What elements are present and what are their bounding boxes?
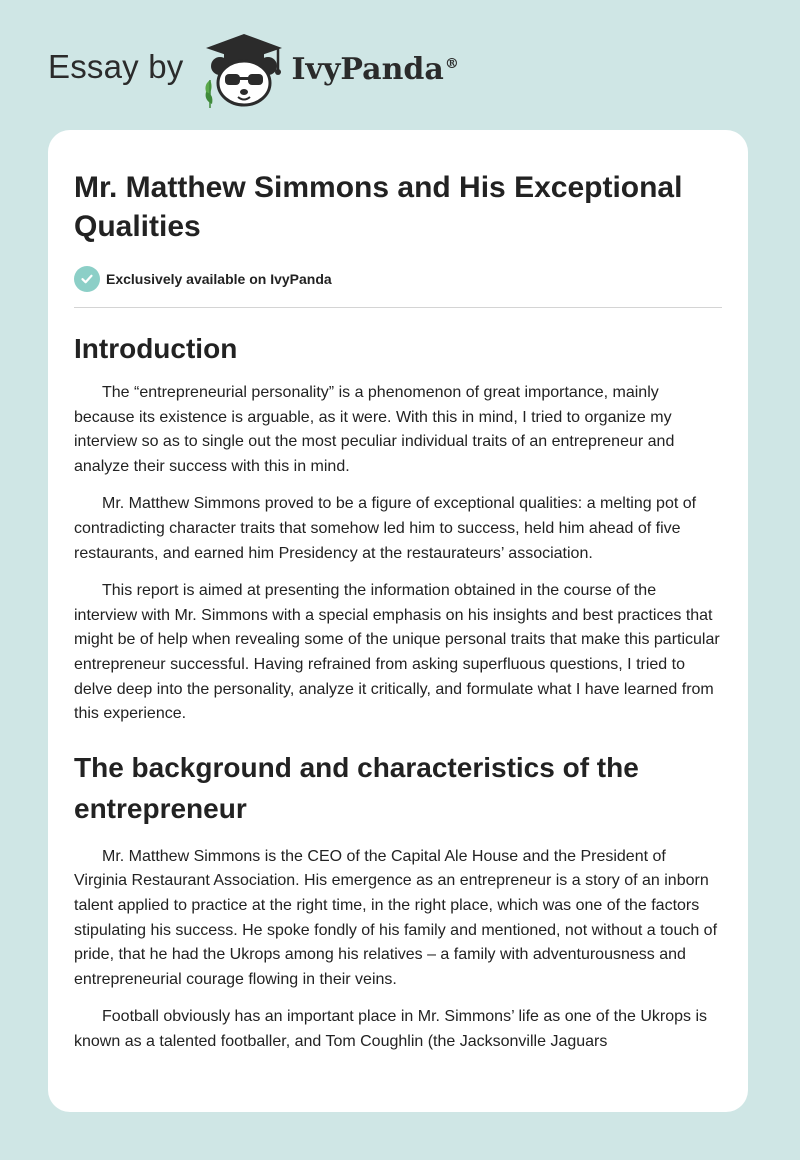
section-introduction bbox=[74, 328, 722, 727]
essay-card bbox=[48, 130, 748, 1112]
exclusive-label: Exclusively available on IvyPanda bbox=[106, 271, 332, 287]
essay-by-label: Essay by bbox=[48, 48, 184, 85]
registered-mark: ® bbox=[444, 55, 459, 72]
section-heading: The background and characteristics of the entrepreneur bbox=[74, 751, 639, 824]
paragraph: Football obviously has an important place in Mr. Simmons’ life as one of the Ukrops is known as a talented footballer, and Tom Coughlin (the Jacksonville Jaguars bbox=[74, 1008, 708, 1050]
site-header bbox=[48, 30, 459, 110]
paragraph: Mr. Matthew Simmons proved to be a figure of exceptional qualities: a melting pot of contradicting character traits that somehow led him to success, held him ahead of five restaurants, and earned him Presidency at the restaurateurs’ association. bbox=[74, 495, 697, 562]
essay-title: Mr. Matthew Simmons and His Exceptional Qualities bbox=[74, 171, 683, 243]
paragraph: Mr. Matthew Simmons is the CEO of the Capital Ale House and the President of Virginia Restaurant Association. His emergence as an entrepreneur is a story of an inborn talent applied to practice at the right time, in the right place, which was one of the factors stipulating his success. He spoke fondly of his family and mentioned, not without a touch of pride, that he had the Ukrops among his relatives – a family with adventurousness and entrepreneurial courage flowing in their veins. bbox=[74, 847, 718, 988]
panda-logo-icon[interactable] bbox=[200, 30, 288, 110]
exclusive-badge-row bbox=[74, 266, 722, 308]
check-icon bbox=[74, 266, 100, 292]
section-background bbox=[74, 747, 722, 1055]
ivypanda-brand-name[interactable]: IvyPanda® bbox=[291, 51, 459, 87]
paragraph: This report is aimed at presenting the information obtained in the course of the interview with Mr. Simmons with a special emphasis on his insights and best practices that might be of help when revealing some of the unique personal traits that make this particular entrepreneur successful. Having refrained from asking superfluous questions, I tried to delve deep into the personality, analyze it critically, and formulate what I have learned from this experience. bbox=[74, 582, 720, 723]
section-heading: Introduction bbox=[74, 333, 238, 364]
paragraph: The “entrepreneurial personality” is a phenomenon of great importance, mainly because its existence is arguable, as it were. With this in mind, I tried to organize my interview so as to single out the most peculiar individual traits of an entrepreneur and analyze their success with this in mind. bbox=[74, 384, 675, 475]
